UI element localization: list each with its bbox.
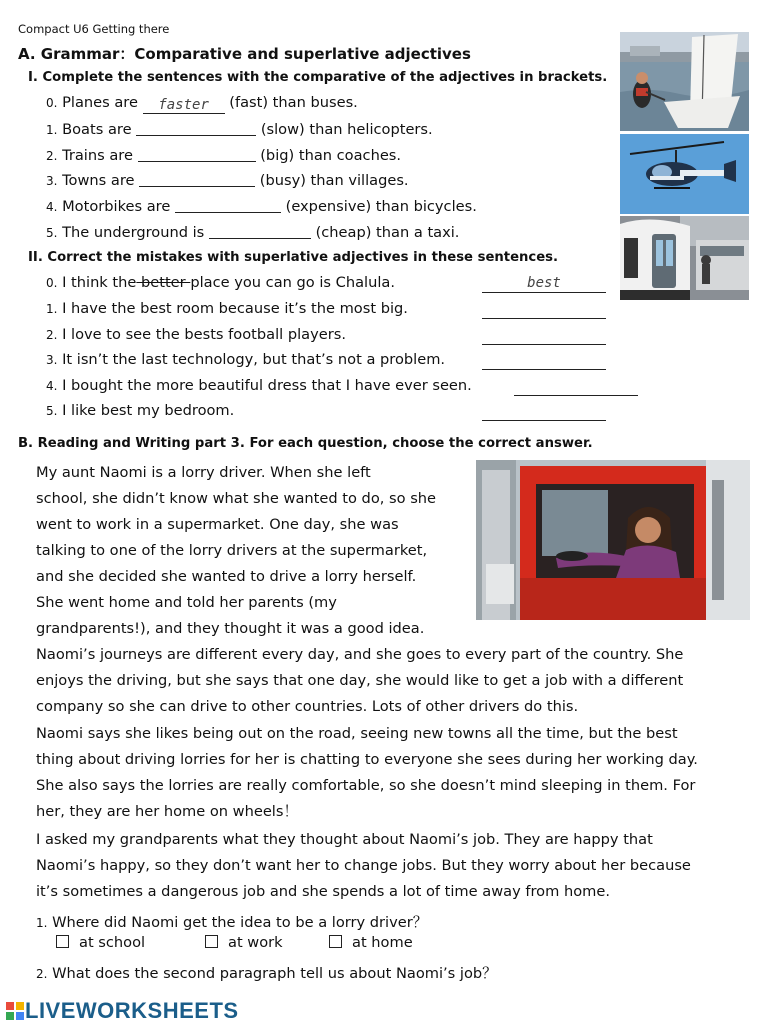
text-line: She went home and told her parents (my: [36, 594, 337, 611]
struck-word: better: [136, 274, 191, 291]
paragraph-1: [36, 460, 436, 642]
lorry-driver-photo: [476, 460, 750, 620]
item-number: 2.: [46, 328, 58, 342]
text-line: her, they are her home on wheels！: [36, 803, 299, 820]
question-2: [36, 962, 497, 983]
option-label: at school: [79, 934, 146, 951]
text-line: Naomi’s happy, so they don’t want her to change jobs. But they worry about her because: [36, 857, 691, 874]
answer-blank[interactable]: [175, 197, 281, 213]
option-label: at work: [228, 934, 283, 951]
part1-instruction: I. Complete the sentences with the comparative of the adjectives in brackets.: [28, 70, 608, 85]
text-line: talking to one of the lorry drivers at the supermarket,: [36, 542, 428, 559]
item-text: (slow) than helicopters.: [260, 121, 433, 138]
section-a-title: A. Grammar：Comparative and superlative adjectives: [18, 45, 471, 63]
item-text: The underground is: [62, 224, 205, 241]
answer-blank[interactable]: [139, 171, 255, 187]
option-at-home[interactable]: [329, 934, 413, 951]
checkbox[interactable]: [329, 935, 342, 948]
part1-item-3: [46, 171, 409, 189]
item-number: 5.: [46, 226, 58, 240]
correction-blank[interactable]: [482, 328, 606, 345]
item-number: 3.: [46, 353, 58, 367]
checkbox[interactable]: [56, 935, 69, 948]
text-line: Naomi’s journeys are different every day, and she goes to every part of the country. She: [36, 646, 684, 663]
part2-item-1: [46, 300, 408, 317]
correction-blank[interactable]: [514, 379, 638, 396]
item-text: I think the: [62, 274, 137, 291]
text-line: school, she didn’t know what she wanted to do, so she: [36, 490, 437, 507]
text-line: went to work in a supermarket. One day, she was: [36, 516, 399, 533]
part1-item-4: [46, 197, 477, 215]
item-number: 1.: [46, 123, 58, 137]
correction-blank[interactable]: [482, 404, 606, 421]
checkbox[interactable]: [205, 935, 218, 948]
text-line: and she decided she wanted to drive a lorry herself.: [36, 568, 417, 585]
train-photo: [620, 216, 749, 300]
item-text: (big) than coaches.: [260, 147, 402, 164]
correction-blank[interactable]: [482, 302, 606, 319]
item-text: It isn’t the last technology, but that’s not a problem.: [62, 351, 446, 368]
item-text: Boats are: [62, 121, 132, 138]
answer-blank[interactable]: [136, 120, 256, 136]
paragraph-4: [36, 827, 691, 905]
answer-blank[interactable]: [209, 223, 311, 239]
option-at-school[interactable]: [56, 934, 145, 951]
item-text: I have the best room because it’s the most big.: [62, 300, 408, 317]
section-b-title: B. Reading and Writing part 3. For each question, choose the correct answer.: [18, 436, 593, 451]
item-text: place you can go is Chalula.: [190, 274, 395, 291]
option-label: at home: [352, 934, 413, 951]
text-line: I asked my grandparents what they thought about Naomi’s job. They are happy that: [36, 831, 653, 848]
text-line: enjoys the driving, but she says that one day, she would like to get a job with a different: [36, 672, 684, 689]
helicopter-photo: [620, 134, 749, 214]
item-text: (cheap) than a taxi.: [315, 224, 460, 241]
item-number: 4.: [46, 379, 58, 393]
text-line: My aunt Naomi is a lorry driver. When she left: [36, 464, 371, 481]
answer-blank[interactable]: faster: [143, 98, 225, 114]
item-number: 0.: [46, 276, 58, 290]
part2-item-3: [46, 351, 445, 368]
option-at-work[interactable]: [205, 934, 283, 951]
correction-blank[interactable]: [482, 353, 606, 370]
part2-item-0: [46, 274, 395, 291]
item-text: Towns are: [62, 172, 135, 189]
part2-instruction: II. Correct the mistakes with superlative adjectives in these sentences.: [28, 250, 559, 265]
item-number: 1.: [46, 302, 58, 316]
question-number: 1.: [36, 916, 48, 930]
text-line: Naomi says she likes being out on the road, seeing new towns all the time, but the best: [36, 725, 678, 742]
item-number: 5.: [46, 404, 58, 418]
part2-item-5: [46, 402, 234, 419]
paragraph-3: [36, 721, 698, 825]
logo-text: LIVEWORKSHEETS: [25, 998, 239, 1023]
item-text: (busy) than villages.: [259, 172, 409, 189]
item-number: 3.: [46, 174, 58, 188]
text-line: grandparents!), and they thought it was a good idea.: [36, 620, 425, 637]
part1-item-1: [46, 120, 433, 138]
part2-item-2: [46, 326, 346, 343]
part1-item-0: [46, 94, 358, 114]
correction-blank[interactable]: best: [482, 276, 606, 293]
question-number: 2.: [36, 967, 48, 981]
item-text: I like best my bedroom.: [62, 402, 235, 419]
answer-blank[interactable]: [138, 146, 256, 162]
item-text: (fast) than buses.: [229, 94, 358, 111]
item-number: 2.: [46, 149, 58, 163]
worksheet-header: Compact U6 Getting there: [18, 22, 170, 36]
part1-item-5: [46, 223, 459, 241]
question-1: [36, 911, 427, 932]
part1-item-2: [46, 146, 401, 164]
question-text: Where did Naomi get the idea to be a lorry driver？: [52, 914, 428, 931]
liveworksheets-logo-icon: [6, 1000, 24, 1018]
part2-item-4: [46, 377, 472, 394]
paragraph-2: [36, 642, 683, 720]
item-text: (expensive) than bicycles.: [285, 198, 477, 215]
text-line: it’s sometimes a dangerous job and she spends a lot of time away from home.: [36, 883, 610, 900]
item-number: 0.: [46, 96, 58, 110]
sailboat-photo: [620, 32, 749, 131]
item-text: I bought the more beautiful dress that I have ever seen.: [62, 377, 472, 394]
liveworksheets-logo: [6, 998, 239, 1024]
item-text: Motorbikes are: [62, 198, 171, 215]
text-line: thing about driving lorries for her is chatting to everyone she sees during her working day.: [36, 751, 698, 768]
item-number: 4.: [46, 200, 58, 214]
text-line: company so she can drive to other countries. Lots of other drivers do this.: [36, 698, 579, 715]
text-line: She also says the lorries are really comfortable, so she doesn’t mind sleeping in them. For: [36, 777, 696, 794]
question-text: What does the second paragraph tell us about Naomi’s job？: [52, 965, 497, 982]
item-text: Planes are: [62, 94, 138, 111]
item-text: Trains are: [62, 147, 133, 164]
item-text: I love to see the bests football players.: [62, 326, 346, 343]
